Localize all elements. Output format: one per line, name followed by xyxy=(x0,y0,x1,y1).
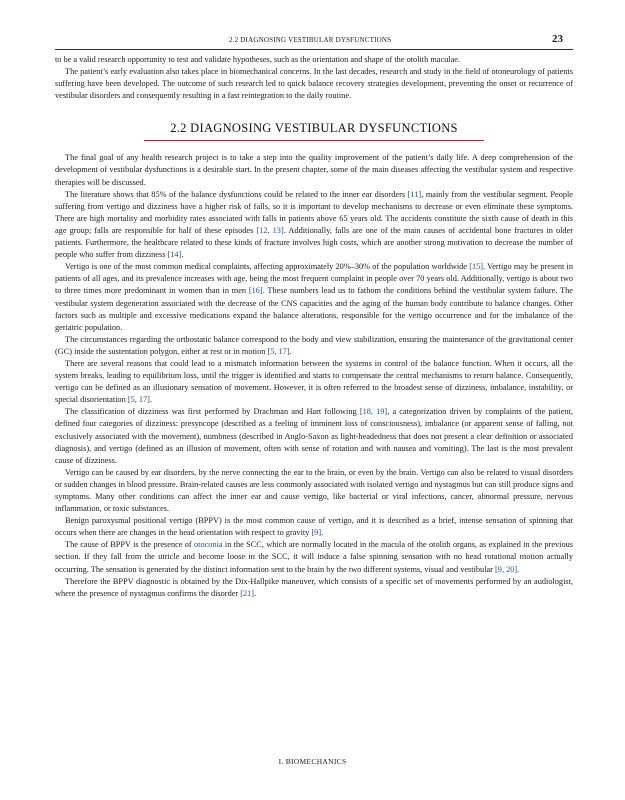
paragraph xyxy=(55,54,573,66)
paragraph xyxy=(55,152,573,188)
citation-link[interactable]: [18, 19] xyxy=(359,407,388,417)
text-run: . xyxy=(181,250,184,260)
text-run: The classification of dizziness was first performed by Drachman and Hart following xyxy=(65,407,360,417)
paragraph xyxy=(55,189,573,262)
paragraph xyxy=(55,334,573,358)
text-run: The cause of BPPV is the presence of xyxy=(65,540,195,550)
section-heading xyxy=(55,121,573,141)
section-rule xyxy=(144,140,484,141)
text-run: , mainly from the vestibular segment. People suffering from vertigo and dizziness have a higher risk of falls, so it is important to develop mechanisms to decrease or even eliminate these symptoms. There are high mortality and morbidity rates associated with falls in patients above 65 years old. The accidents constitute the sixth cause of death in this age group; falls are responsible for half of these episodes xyxy=(55,189,573,235)
text-run: The literature shows that 85% of the balance dysfunctions could be related to the inner ear disorders xyxy=(65,189,408,199)
section-title: 2.2 DIAGNOSING VESTIBULAR DYSFUNCTIONS xyxy=(170,121,458,136)
page-number: 23 xyxy=(552,33,563,45)
text-run: . These numbers lead us to fathom the conditions behind the vestibular system failure. The vestibular system degeneration associated with the decrease of the CNS capacities and the aging of the human body contribute to balance changes. Other factors such as multiple and excessive medications expand the balance alterations, responsible for the vertigo occurrence and for the imbalance of the geriatric population. xyxy=(55,286,573,332)
paragraph xyxy=(55,261,573,334)
citation-link[interactable]: otoconia xyxy=(194,540,223,550)
page-header xyxy=(0,33,625,49)
text-run: . xyxy=(517,564,520,574)
citation-link[interactable]: [16] xyxy=(248,286,263,296)
citation-link[interactable]: [5, 17] xyxy=(127,395,150,405)
text-run: The circumstances regarding the orthostatic balance correspond to the body and view stabilization, ensuring the maintenance of the gravitational center (GC) inside the sustentation polygon, either at rest or in motion xyxy=(55,334,573,356)
paragraph xyxy=(55,467,573,515)
paragraph xyxy=(55,406,573,466)
running-title: 2.2 DIAGNOSING VESTIBULAR DYSFUNCTIONS xyxy=(229,36,392,44)
paragraph xyxy=(55,576,573,600)
citation-link[interactable]: [11] xyxy=(407,189,422,199)
citation-link[interactable]: [15] xyxy=(469,262,484,272)
citation-link[interactable]: [14] xyxy=(167,250,182,260)
text-run: The patient’s early evaluation also takes place in biomechanical concerns. In the last decades, research and study in the field of otoneurology of patients suffering have been developed. The outcome of such research led to quick balance recovery strategies development, preventing the onset or recurrence of vestibular disorders and consequently resulting in a fast reintegration to the daily routine. xyxy=(55,67,573,101)
paragraph xyxy=(55,539,573,575)
citation-link[interactable]: [9, 20] xyxy=(495,564,518,574)
text-run: Vertigo is one of the most common medical complaints, affecting approximately 20%–30% of the population worldwide xyxy=(65,262,470,272)
text-run: . Additionally, falls are one of the main causes of accidental bone fractures in older patients. Furthermore, the healthcare related to these kinds of fracture involves high costs, which are another strong motivation to decrease the number of people who suffer from dizziness xyxy=(55,225,573,260)
text-run: , a categorization driven by complaints of the patient, defined four categories of dizziness: presyncope (described as a feeling of imminent loss of consciousness), imbalance (or apparent sense of falling, not exclusively associated with the movement), numbness (described in Anglo-Saxon as light-headedness that does not present a clear definition or associated diagnosis), and vertigo (defined as an illusion of movement, often with sense of rotation and with nausea and vomiting). The last is the most prevalent cause of dizziness. xyxy=(55,407,573,465)
text-run: Vertigo can be caused by ear disorders, by the nerve connecting the ear to the brain, or even by the brain. Vertigo can also be related to visual disorders or sudden changes in blood pressure. Brain-related causes are less commonly associated with isolated vertigo and nystagmus but can still produce signs and symptoms. Many other conditions can affect the inner ear and cause vertigo, like bacterial or viral infections, cancer, abnormal pressure, nervous inflammation, or toxic substances. xyxy=(55,467,573,514)
section-paragraphs xyxy=(55,152,573,599)
text-run: . xyxy=(254,588,257,598)
citation-link[interactable]: [5, 17] xyxy=(267,346,290,356)
intro-paragraphs xyxy=(55,54,573,102)
text-run: . xyxy=(321,528,324,538)
citation-link[interactable]: [21] xyxy=(240,588,255,598)
paragraph xyxy=(55,66,573,102)
page-footer: I. BIOMECHANICS xyxy=(278,757,347,766)
text-run: . xyxy=(289,346,292,356)
paragraph xyxy=(55,358,573,406)
paragraph xyxy=(55,515,573,539)
header-rule xyxy=(55,49,573,50)
text-run: to be a valid research opportunity to test and validate hypotheses, such as the orientation and shape of the otolith maculae. xyxy=(55,55,461,64)
text-run: Benign paroxysmal positional vertigo (BPPV) is the most common cause of vertigo, and it is described as a brief, intense sensation of spinning that occurs when there are changes in the head orientation with respect to gravity xyxy=(55,516,573,538)
text-run: . Vertigo may be present in patients of all ages, and its prevalence increases with age, being the most frequent complaint in people over 70 years old. Additionally, vertigo is about two to three times more predominant in women than in men xyxy=(55,262,573,296)
text-run: . xyxy=(149,395,153,405)
citation-link[interactable]: [9] xyxy=(311,528,322,538)
citation-link[interactable]: [12, 13] xyxy=(256,225,284,235)
body-text xyxy=(55,54,573,600)
text-run: Therefore the BPPV diagnostic is obtained by the Dix-Hallpike maneuver, which consists of a specific set of movements performed by an audiologist, where the presence of nystagmus confirms the disorder xyxy=(55,576,573,598)
text-run: in the SCC, which are normally located in the macula of the otolith organs, as explained in the previous section. If they fall from the utricle and become loose in the SCC, it will induce a false spinning sensation with no head rotational motion actually occurring. The sensation is generated by the distinct information sent to the brain by the two different systems, visual and vestibular xyxy=(55,540,573,574)
text-run: There are several reasons that could lead to a mismatch information between the systems in control of the balance function. When it occurs, all the system breaks, leading to equilibrium loss, until the trigger is identified and starts to compensate the central mechanisms to return balance. Consequently, vertigo can be defined as an illusionary sensation of movement. However, it is often referred to the broadest sense of dizziness, imbalance, instability, or special disorientation xyxy=(55,358,573,405)
text-run: The final goal of any health research project is to take a step into the quality improvement of the patient’s daily life. A deep comprehension of the development of vestibular dysfunctions is a desirable start. In the present chapter, some of the main diseases affecting the vestibular system and respective therapies will be discussed. xyxy=(55,153,573,187)
